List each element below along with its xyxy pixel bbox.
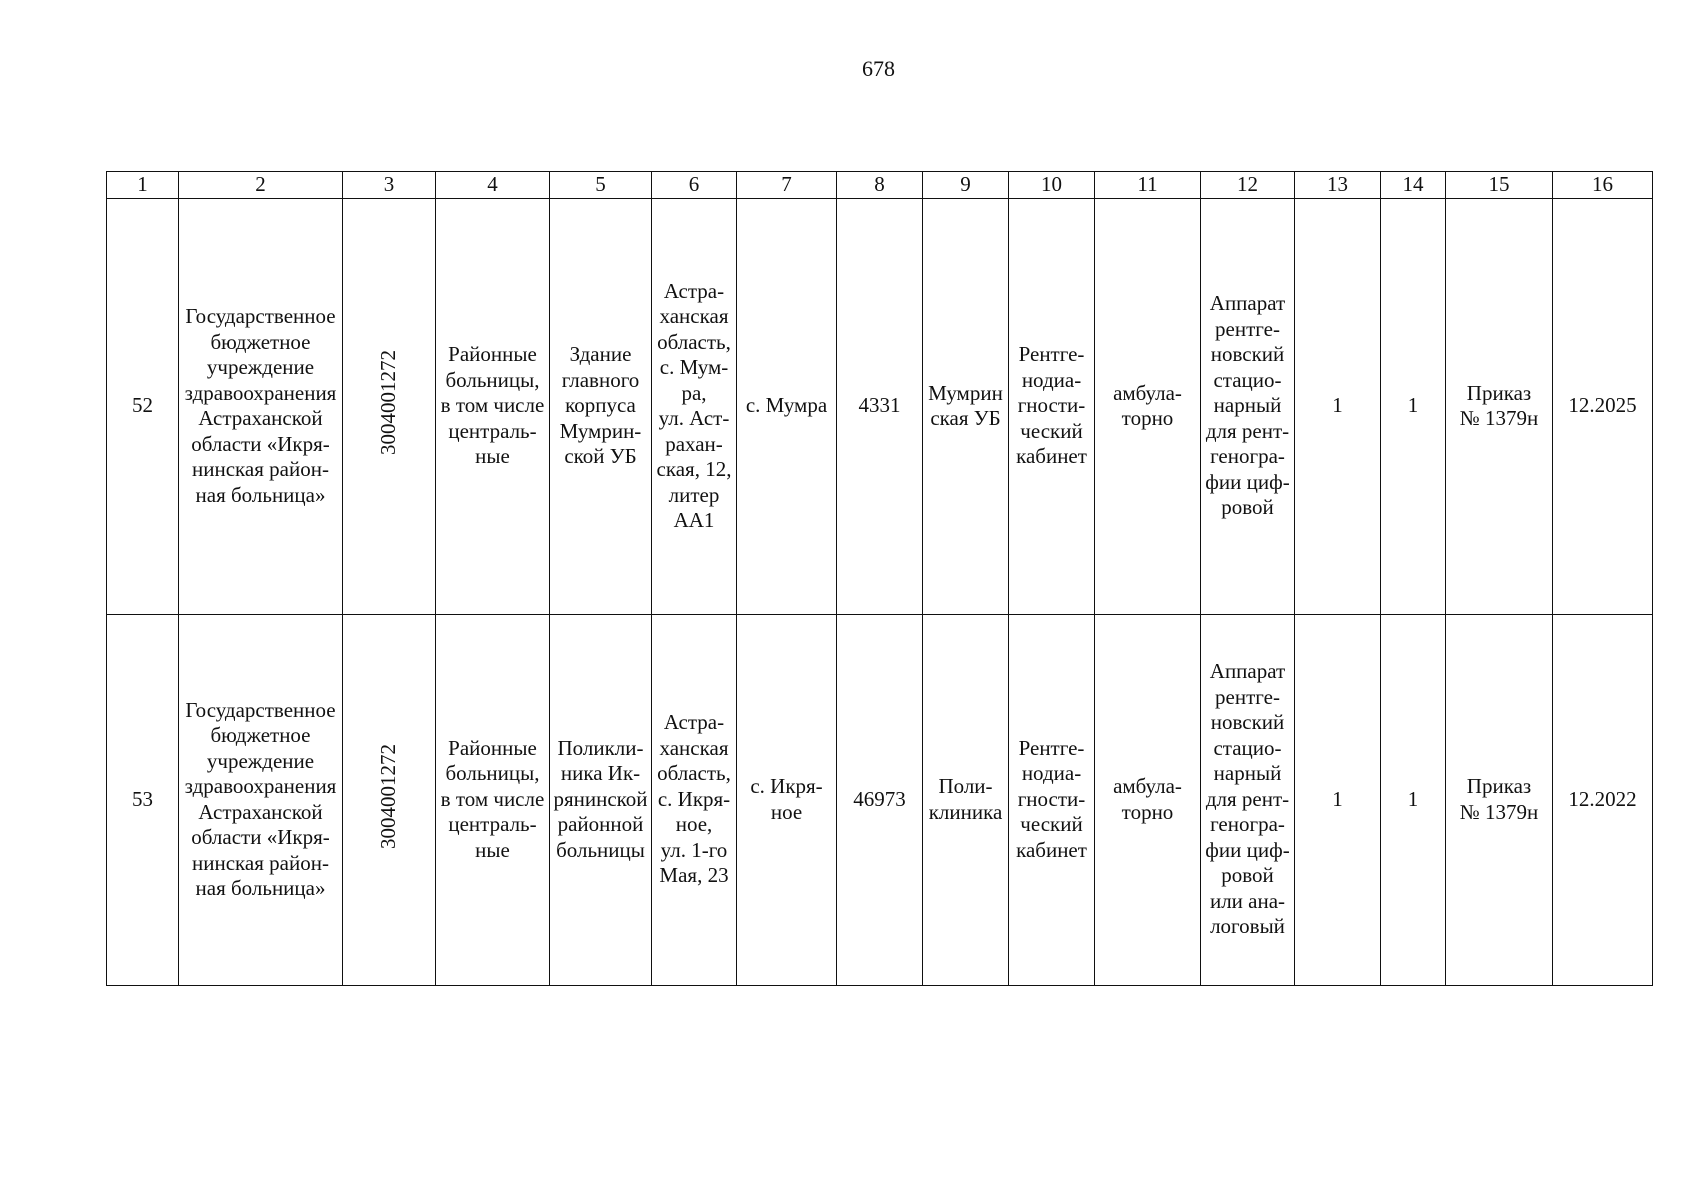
category-cell: Районные больницы, в том числе централь- ные <box>436 198 550 614</box>
row-number-cell: 53 <box>107 614 179 985</box>
inn-cell: 3004001272 <box>343 198 436 614</box>
date-cell: 12.2022 <box>1553 614 1653 985</box>
cabinet-cell: Рентге- нодиа- гности- ческий кабинет <box>1009 614 1095 985</box>
column-header: 5 <box>550 172 652 199</box>
row-number-cell: 52 <box>107 198 179 614</box>
column-header: 12 <box>1201 172 1295 199</box>
column-header: 3 <box>343 172 436 199</box>
column-number-row <box>107 172 1653 199</box>
quantity-cell: 1 <box>1381 614 1446 985</box>
column-header: 15 <box>1446 172 1553 199</box>
quantity-cell: 1 <box>1381 198 1446 614</box>
address-cell: Астра- ханская область, с. Мум- ра, ул. Аст- рахан- ская, 12, литер АА1 <box>652 198 737 614</box>
order-cell: Приказ № 1379н <box>1446 614 1553 985</box>
column-header: 9 <box>923 172 1009 199</box>
column-header: 16 <box>1553 172 1653 199</box>
table-row <box>107 614 1653 985</box>
building-cell: Здание главного корпуса Мумрин- ской УБ <box>550 198 652 614</box>
building-cell: Поликли- ника Ик- рянинской районной больницы <box>550 614 652 985</box>
column-header: 7 <box>737 172 837 199</box>
column-header: 13 <box>1295 172 1381 199</box>
population-cell: 46973 <box>837 614 923 985</box>
quantity-cell: 1 <box>1295 614 1381 985</box>
column-header: 4 <box>436 172 550 199</box>
equipment-cell: Аппарат рентге- новский стацио- нарный для рент- геногра- фии циф- ровой или ана- логовый <box>1201 614 1295 985</box>
column-header: 2 <box>179 172 343 199</box>
settlement-cell: с. Икря- ное <box>737 614 837 985</box>
population-cell: 4331 <box>837 198 923 614</box>
equipment-cell: Аппарат рентге- новский стацио- нарный для рент- геногра- фии циф- ровой <box>1201 198 1295 614</box>
column-header: 8 <box>837 172 923 199</box>
column-header: 11 <box>1095 172 1201 199</box>
order-cell: Приказ № 1379н <box>1446 198 1553 614</box>
column-header: 6 <box>652 172 737 199</box>
column-header: 10 <box>1009 172 1095 199</box>
subdivision-cell: Поли- клиника <box>923 614 1009 985</box>
address-cell: Астра- ханская область, с. Икря- ное, ул. 1-го Мая, 23 <box>652 614 737 985</box>
column-header: 14 <box>1381 172 1446 199</box>
settlement-cell: с. Мумра <box>737 198 837 614</box>
quantity-cell: 1 <box>1295 198 1381 614</box>
subdivision-cell: Мумрин ская УБ <box>923 198 1009 614</box>
inn-cell: 3004001272 <box>343 614 436 985</box>
column-header: 1 <box>107 172 179 199</box>
table-row <box>107 198 1653 614</box>
care-type-cell: амбула- торно <box>1095 614 1201 985</box>
equipment-registry-table <box>106 171 1653 986</box>
date-cell: 12.2025 <box>1553 198 1653 614</box>
organization-cell: Государственное бюджетное учреждение здравоохранения Астраханской области «Икря- нинская район- ная больница» <box>179 198 343 614</box>
care-type-cell: амбула- торно <box>1095 198 1201 614</box>
organization-cell: Государственное бюджетное учреждение здравоохранения Астраханской области «Икря- нинская район- ная больница» <box>179 614 343 985</box>
page-number: 678 <box>862 56 895 81</box>
cabinet-cell: Рентге- нодиа- гности- ческий кабинет <box>1009 198 1095 614</box>
category-cell: Районные больницы, в том числе централь- ные <box>436 614 550 985</box>
